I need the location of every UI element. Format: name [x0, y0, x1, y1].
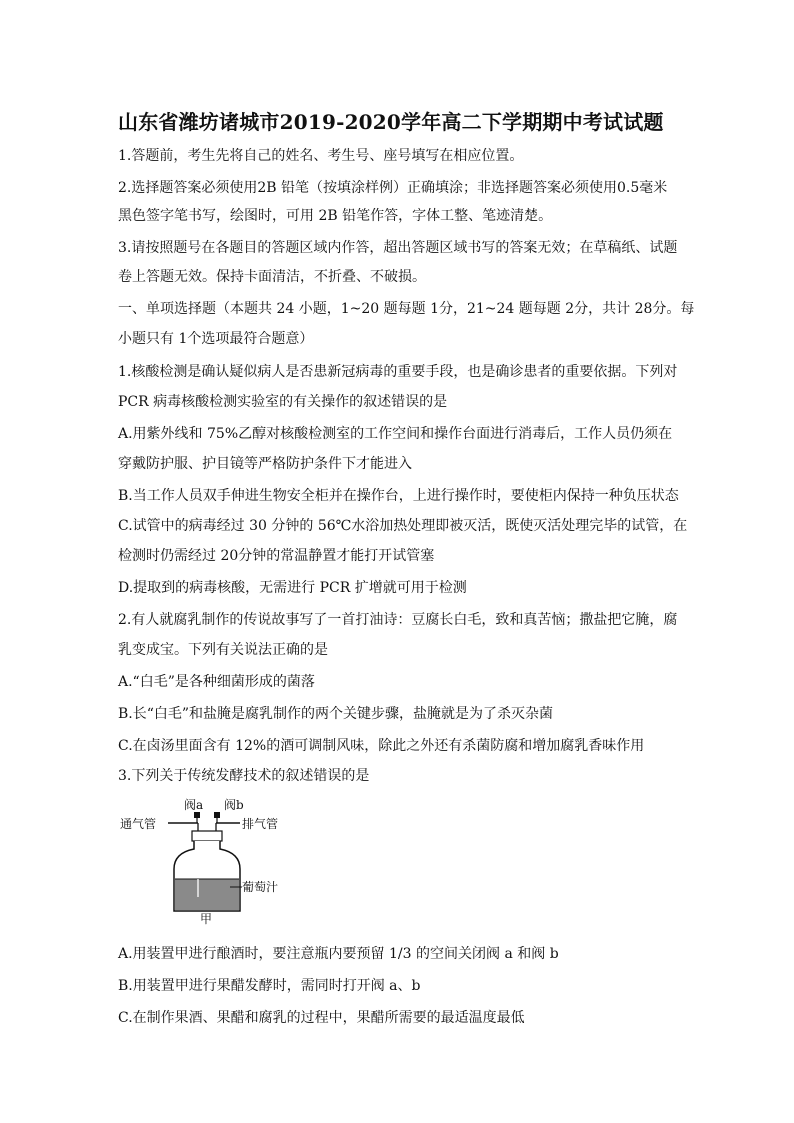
- valve-a: [194, 812, 200, 818]
- question-1-option: A.用紫外线和 75%乙醇对核酸检测室的工作空间和操作台面进行消毒后，工作人员仍须在: [118, 426, 673, 442]
- question-2-option: A.“白毛”是各种细菌形成的菌落: [118, 674, 315, 690]
- page-title: 山东省潍坊诸城市2019-2020学年高二下学期期中考试试题: [118, 110, 664, 134]
- question-2-stem: 2.有人就腐乳制作的传说故事写了一首打油诗：豆腐长白毛，致和真苦恼；撒盐把它腌，腐: [118, 612, 678, 628]
- grape-juice: [175, 879, 239, 910]
- instruction-line: 3.请按照题号在各题目的答题区域内作答，超出答题区域书写的答案无效；在草稿纸、试题: [118, 240, 678, 256]
- question-1-option: B.当工作人员双手伸进生物安全柜并在操作台，上进行操作时，要使柜内保持一种负压状态: [118, 488, 679, 504]
- stopper: [192, 831, 222, 841]
- question-2-stem: 乳变成宝。下列有关说法正确的是: [118, 642, 328, 658]
- liquid-label: 葡萄汁: [242, 880, 279, 894]
- question-3-option: A.用装置甲进行酿酒时，要注意瓶内要预留 1/3 的空间关闭阀 a 和阀 b: [118, 946, 559, 962]
- question-1-option: 穿戴防护服、护目镜等严格防护条件下才能进入: [118, 456, 412, 472]
- fermentation-apparatus-figure: [118, 795, 318, 930]
- question-3-option: C.在制作果酒、果醋和腐乳的过程中，果醋所需要的最适温度最低: [118, 1010, 525, 1026]
- question-2-option: B.长“白毛”和盐腌是腐乳制作的两个关键步骤，盐腌就是为了杀灭杂菌: [118, 706, 554, 722]
- valve-b-label: 阀b: [224, 798, 244, 812]
- instruction-line: 卷上答题无效。保持卡面清洁，不折叠、不破损。: [118, 269, 426, 285]
- section-heading: 一、单项选择题（本题共 24 小题，1~20 题每题 1分，21~24 题每题 2分，共计 28分。每: [118, 301, 695, 317]
- instruction-line: 1.答题前，考生先将自己的姓名、考生号、座号填写在相应位置。: [118, 148, 524, 164]
- question-2-option: C.在卤汤里面含有 12%的酒可调制风味，除此之外还有杀菌防腐和增加腐乳香味作用: [118, 738, 645, 754]
- figure-caption: 甲: [200, 912, 213, 926]
- valve-b: [214, 812, 220, 818]
- question-1-option: D.提取到的病毒核酸，无需进行 PCR 扩增就可用于检测: [118, 580, 467, 596]
- outlet-tube-label: 排气管: [242, 817, 279, 831]
- valve-a-label: 阀a: [184, 798, 204, 812]
- question-1-stem: 1.核酸检测是确认疑似病人是否患新冠病毒的重要手段，也是确诊患者的重要依据。下列对: [118, 364, 678, 380]
- inlet-tube-label: 通气管: [120, 817, 157, 831]
- instruction-line: 黑色签字笔书写，绘图时，可用 2B 铅笔作答，字体工整、笔迹清楚。: [118, 208, 553, 224]
- instruction-line: 2.选择题答案必须使用2B 铅笔（按填涂样例）正确填涂；非选择题答案必须使用0.5毫米: [118, 180, 668, 196]
- question-1-option: 检测时仍需经过 20分钟的常温静置才能打开试管塞: [118, 548, 435, 564]
- section-heading: 小题只有 1个选项最符合题意）: [118, 331, 314, 347]
- question-1-stem: PCR 病毒核酸检测实验室的有关操作的叙述错误的是: [118, 394, 448, 410]
- question-3-option: B.用装置甲进行果醋发酵时，需同时打开阀 a、b: [118, 978, 421, 994]
- question-3-stem: 3.下列关于传统发酵技术的叙述错误的是: [118, 768, 370, 784]
- question-1-option: C.试管中的病毒经过 30 分钟的 56℃水浴加热处理即被灭活，既使灭活处理完毕的试管，在: [118, 518, 688, 534]
